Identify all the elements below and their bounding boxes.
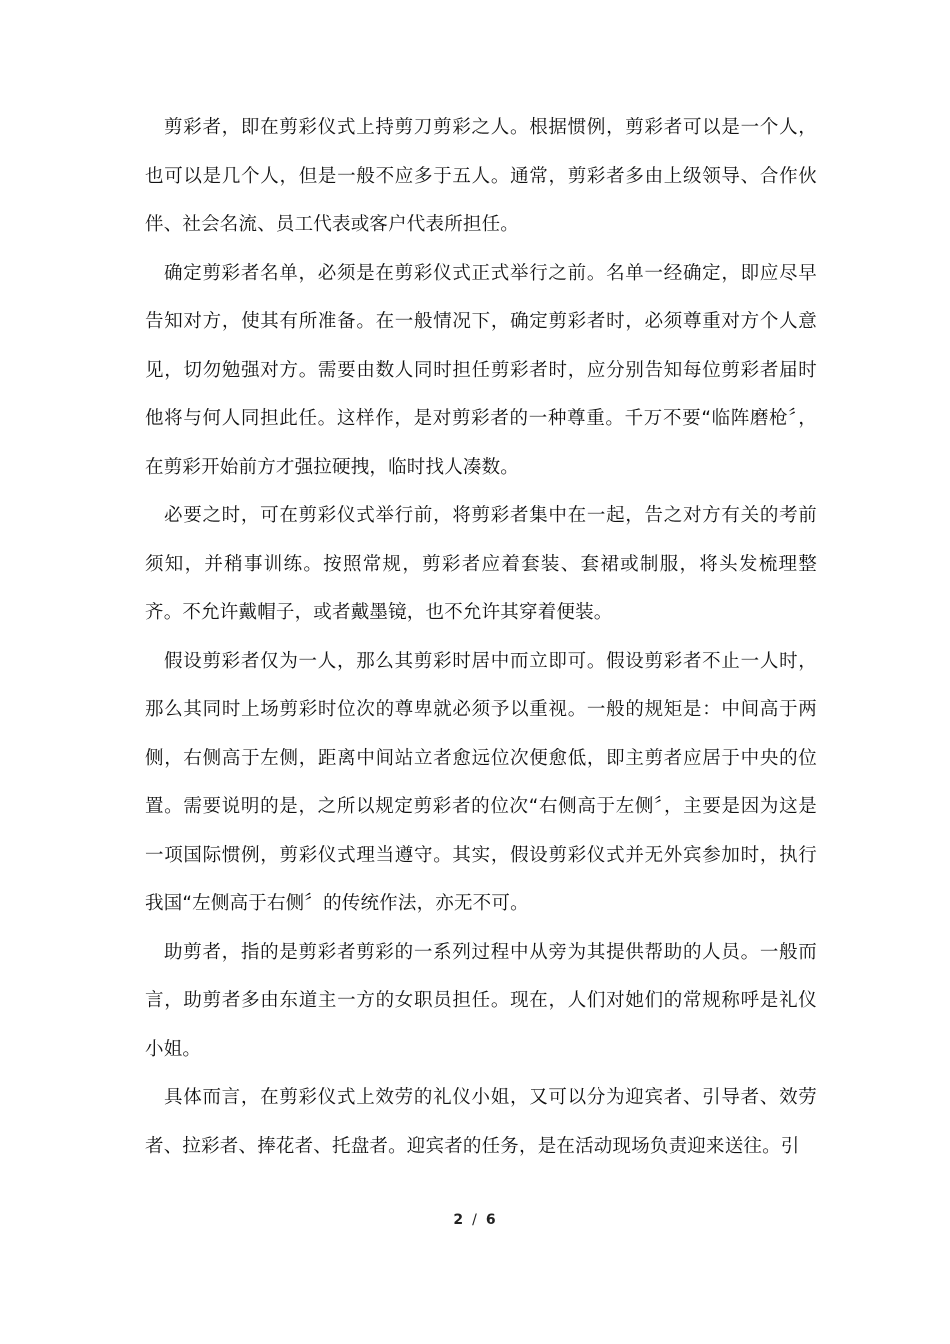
document-body (145, 104, 817, 1171)
paragraph: 确定剪彩者名单，必须是在剪彩仪式正式举行之前。名单一经确定，即应尽早告知对方，使其有所准备。在一般情况下，确定剪彩者时，必须尊重对方个人意见，切勿勉强对方。需要由数人同时担任剪彩者时，应分别告知每位剪彩者届时他将与何人同担此任。这样作，是对剪彩者的一种尊重。千万不要“临阵磨枪〞，在剪彩开始前方才强拉硬拽，临时找人凑数。 (145, 262, 817, 478)
current-page-number: 2 (453, 1212, 465, 1228)
total-pages-number: 6 (485, 1212, 497, 1228)
paragraph: 剪彩者，即在剪彩仪式上持剪刀剪彩之人。根据惯例，剪彩者可以是一个人，也可以是几个人，但是一般不应多于五人。通常，剪彩者多由上级领导、合作伙伴、社会名流、员工代表或客户代表所担任。 (145, 117, 817, 235)
page-number (0, 1212, 950, 1228)
paragraph: 假设剪彩者仅为一人，那么其剪彩时居中而立即可。假设剪彩者不止一人时，那么其同时上场剪彩时位次的尊卑就必须予以重视。一般的规矩是：中间高于两侧，右侧高于左侧，距离中间站立者愈远位次便愈低，即主剪者应居于中央的位置。需要说明的是，之所以规定剪彩者的位次“右侧高于左侧〞，主要是因为这是一项国际惯例，剪彩仪式理当遵守。其实，假设剪彩仪式并无外宾参加时，执行我国“左侧高于右侧〞的传统作法，亦无不可。 (145, 650, 817, 914)
paragraph: 必要之时，可在剪彩仪式举行前，将剪彩者集中在一起，告之对方有关的考前须知，并稍事训练。按照常规，剪彩者应着套装、套裙或制服，将头发梳理整齐。不允许戴帽子，或者戴墨镜，也不允许其穿着便装。 (145, 505, 817, 623)
page-number-separator: / (472, 1212, 478, 1228)
paragraph: 助剪者，指的是剪彩者剪彩的一系列过程中从旁为其提供帮助的人员。一般而言，助剪者多由东道主一方的女职员担任。现在，人们对她们的常规称呼是礼仪小姐。 (145, 941, 817, 1060)
paragraph: 具体而言，在剪彩仪式上效劳的礼仪小姐，又可以分为迎宾者、引导者、效劳者、拉彩者、捧花者、托盘者。迎宾者的任务，是在活动现场负责迎来送往。引 (145, 1087, 817, 1157)
